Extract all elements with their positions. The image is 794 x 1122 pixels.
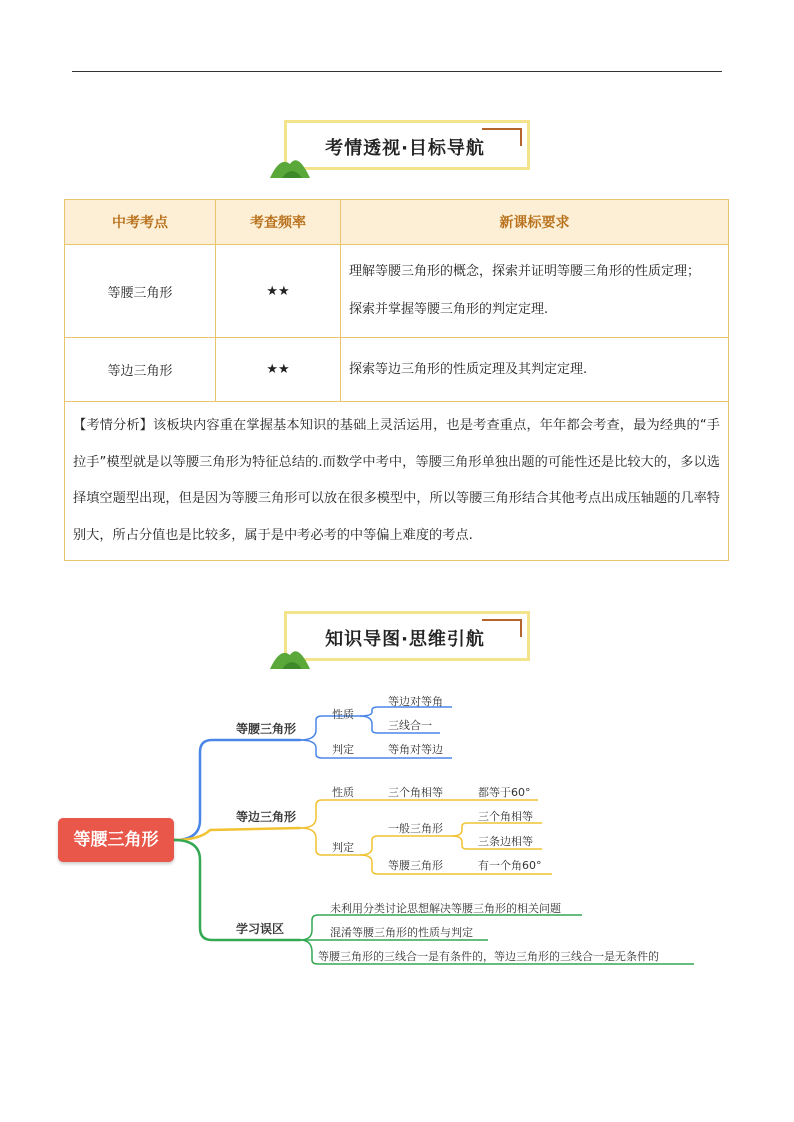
leaf-item: 三个角相等 xyxy=(478,810,533,823)
node-judge: 判定 xyxy=(332,743,354,756)
node-property: 性质 xyxy=(332,786,354,799)
section-title: 考情透视·目标导航 xyxy=(325,138,485,159)
mindmap-root: 等腰三角形 xyxy=(58,818,174,862)
mistake-item: 混淆等腰三角形的性质与判定 xyxy=(330,926,473,939)
section-title: 知识导图·思维引航 xyxy=(325,629,485,650)
exam-analysis: 【考情分析】该板块内容重在掌握基本知识的基础上灵活运用，也是考查重点，年年都会考查，最为经典的“手拉手”模型就是以等腰三角形为特征总结的.而数学中考中，等腰三角形单独出题的可能性还是比较大的，多以选择填空题型出现，但是因为等腰三角形可以放在很多模型中，所以等腰三角形结合其他考点出成压轴题的几率特别大，所占分值也是比较多，属于是中考必考的中等偏上难度的考点. xyxy=(65,402,729,561)
requirement-line: 探索并掌握等腰三角形的判定定理. xyxy=(349,302,549,317)
table-header: 考查频率 xyxy=(216,200,341,245)
table-header: 中考考点 xyxy=(65,200,216,245)
requirement-line: 理解等腰三角形的概念，探索并证明等腰三角形的性质定理； xyxy=(349,264,701,279)
node-property: 性质 xyxy=(332,708,354,721)
node-isosceles-triangle: 等腰三角形 xyxy=(388,859,443,872)
node-judge: 判定 xyxy=(332,841,354,854)
requirement-line: 探索等边三角形的性质定理及其判定定理. xyxy=(349,361,588,377)
leaf-item: 都等于60° xyxy=(478,786,531,799)
leaf-item: 有一个角60° xyxy=(478,859,542,872)
mistake-item: 未利用分类讨论思想解决等腰三角形的相关问题 xyxy=(330,902,561,915)
mistake-item: 等腰三角形的三线合一是有条件的，等边三角形的三线合一是无条件的 xyxy=(318,950,659,963)
leaf-item: 等边对等角 xyxy=(388,695,443,708)
leaf-item: 等角对等边 xyxy=(388,743,443,756)
exam-frequency: ★★ xyxy=(216,245,341,338)
exam-point: 等腰三角形 xyxy=(65,245,216,338)
branch-mistakes: 学习误区 xyxy=(236,922,285,936)
leaf-item: 三线合一 xyxy=(388,719,432,732)
branch-isosceles: 等腰三角形 xyxy=(236,722,297,736)
node-general-triangle: 一般三角形 xyxy=(388,822,443,835)
table-header: 新课标要求 xyxy=(341,200,729,245)
exam-point: 等边三角形 xyxy=(65,338,216,402)
leaf-item: 三个角相等 xyxy=(388,786,443,799)
leaf-item: 三条边相等 xyxy=(478,835,533,848)
exam-frequency: ★★ xyxy=(216,338,341,402)
branch-equilateral: 等边三角形 xyxy=(236,810,297,824)
